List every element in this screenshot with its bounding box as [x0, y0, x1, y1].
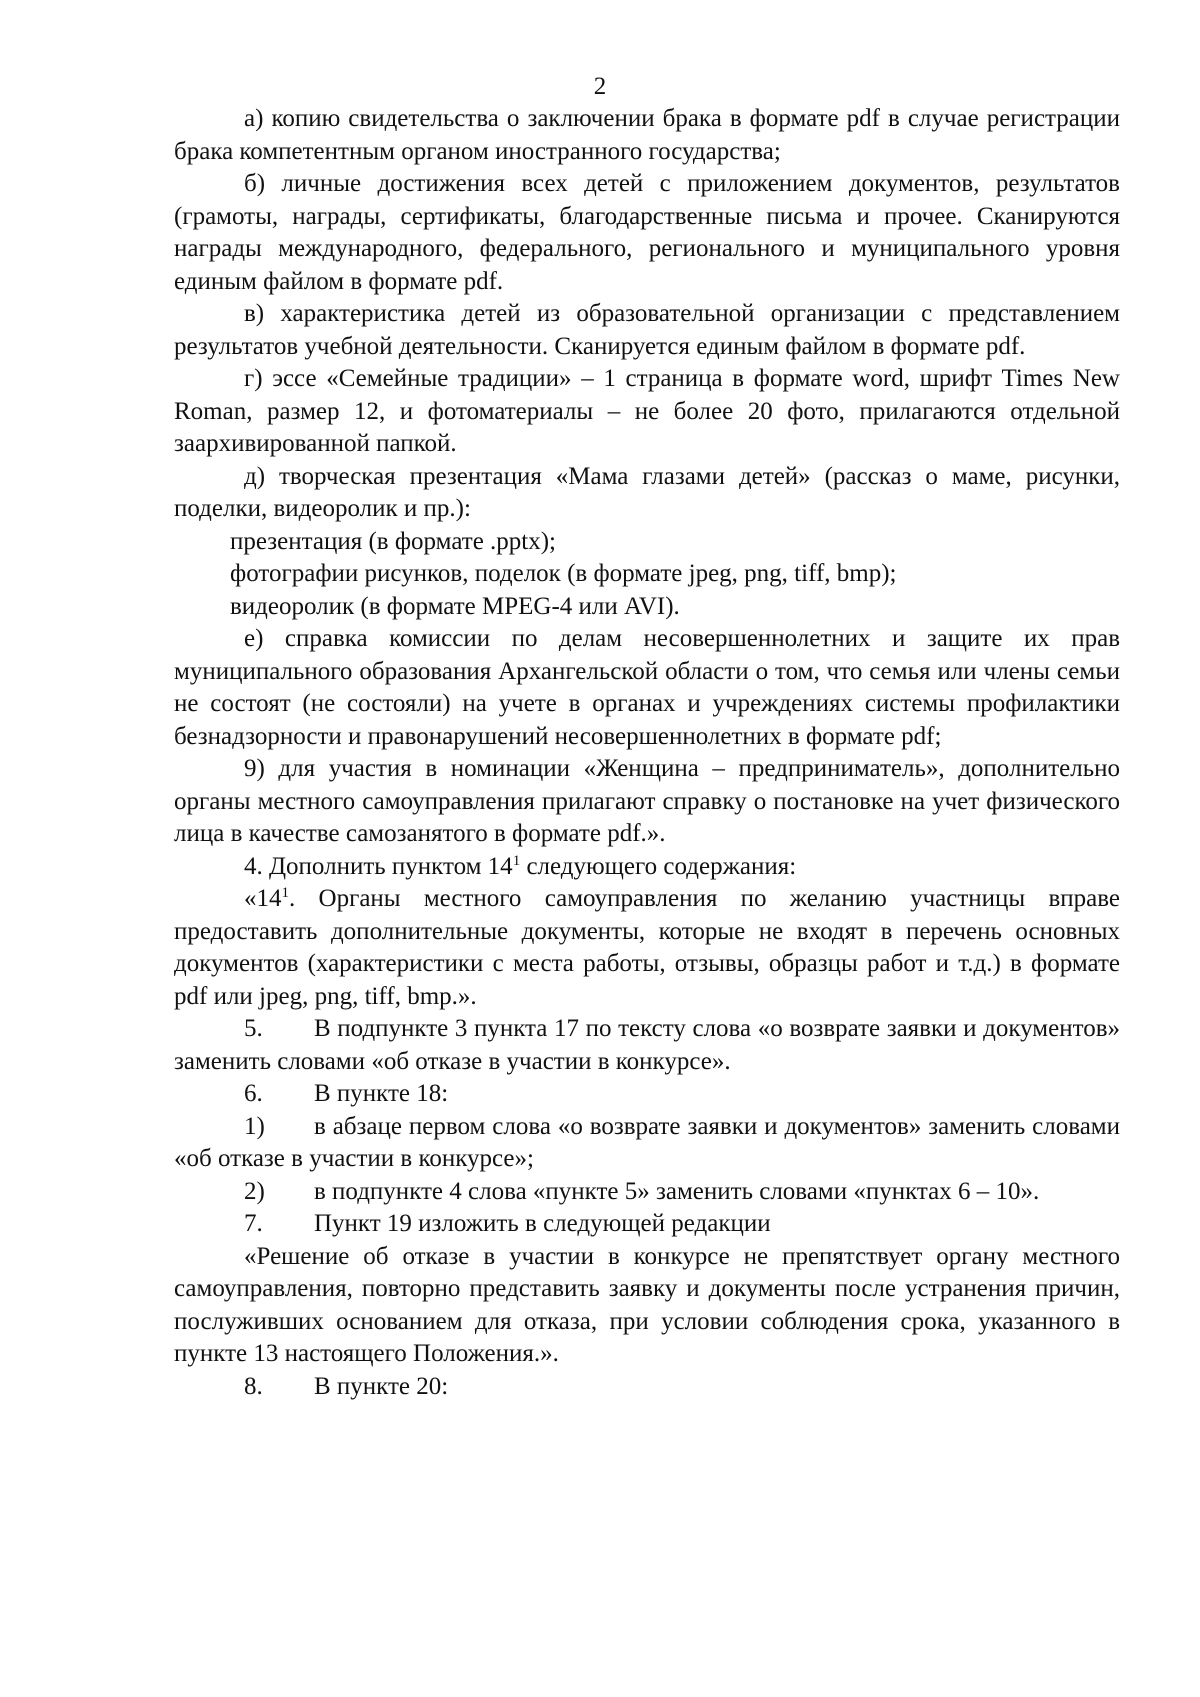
- paragraph-14-1: [174, 883, 1120, 1013]
- paragraph-subitem-2: [174, 1176, 1120, 1209]
- item-4-text-before: 4. Дополнить пунктом 14: [244, 852, 513, 880]
- paragraph-v: в) характеристика детей из образовательной организации с представлением результатов учебной деятельности. Сканируется единым файлом в формате pdf.: [174, 300, 1120, 360]
- paragraph-subitem-1: [174, 1111, 1120, 1176]
- document-body: [174, 103, 1120, 1403]
- paragraph-a: а) копию свидетельства о заключении брака в формате pdf в случае регистрации брака компетентным органом иностранного государства;: [174, 105, 1120, 165]
- item-4-superscript: 1: [512, 852, 521, 869]
- paragraph-item-8: [174, 1371, 1120, 1404]
- subitem-2-text: в подпункте 4 слова «пункте 5» заменить словами «пунктах 6 – 10».: [314, 1177, 1040, 1205]
- item-6-number: 6.: [244, 1080, 263, 1107]
- item-14-1-superscript: 1: [281, 885, 289, 901]
- paragraph-item-6: [174, 1078, 1120, 1111]
- paragraph-decision: «Решение об отказе в участии в конкурсе не препятствует органу местного самоуправления, повторно представить заявку и документы после устранения причин, послуживших основанием для отказа, при условии соблюдения срока, указанного в пункте 13 настоящего Положения.».: [174, 1242, 1120, 1367]
- paragraph-item-4: [174, 851, 1120, 884]
- paragraph-photos: фотографии рисунков, поделок (в формате jpeg, png, tiff, bmp);: [230, 560, 897, 587]
- item-6-text: В пункте 18:: [314, 1080, 449, 1107]
- paragraph-item-5: [174, 1013, 1120, 1078]
- item-8-number: 8.: [244, 1372, 263, 1400]
- paragraph-d: д) творческая презентация «Мама глазами детей» (рассказ о маме, рисунки, поделки, видеоролик и пр.):: [174, 462, 1120, 522]
- item-7-number: 7.: [244, 1210, 263, 1237]
- subitem-2-number: 2): [244, 1177, 265, 1205]
- paragraph-presentation: презентация (в формате .pptx);: [230, 527, 557, 555]
- item-5-text: В подпункте 3 пункта 17 по тексту слова «о возврате заявки и документов» заменить словами «об отказе в участии в конкурсе».: [174, 1015, 1120, 1075]
- item-14-1-text-after: . Органы местного самоуправления по желанию участницы вправе предоставить дополнительные документы, которые не входят в перечень основных документов (характеристики с места работы, отзывы, образцы работ и т.д.) в формате pdf или jpeg, png, tiff, bmp.».: [174, 885, 1120, 1010]
- paragraph-item-7: [174, 1208, 1120, 1241]
- item-5-number: 5.: [244, 1015, 263, 1042]
- subitem-1-number: 1): [244, 1112, 265, 1140]
- page-number: 2: [593, 73, 607, 100]
- item-8-text: В пункте 20:: [314, 1372, 449, 1400]
- paragraph-g: г) эссе «Семейные традиции» – 1 страница в формате word, шрифт Times New Roman, размер 12, и фотоматериалы – не более 20 фото, прилагаются отдельной заархивированной папкой.: [174, 365, 1120, 457]
- paragraph-9: 9) для участия в номинации «Женщина – предприниматель», дополнительно органы местного самоуправления прилагают справку о постановке на учет физического лица в качестве самозанятого в формате pdf.».: [174, 755, 1120, 847]
- paragraph-e: е) справка комиссии по делам несовершеннолетних и защите их прав муниципального образования Архангельской области о том, что семья или члены семьи не состоят (не состояли) на учете в органах и учреждениях системы профилактики безнадзорности и правонарушений несовершеннолетних в формате pdf;: [174, 625, 1120, 750]
- subitem-1-text: в абзаце первом слова «о возврате заявки и документов» заменить словами «об отказе в участии в конкурсе»;: [174, 1112, 1120, 1172]
- item-14-1-text-before: «14: [244, 885, 282, 912]
- paragraph-b: б) личные достижения всех детей с приложением документов, результатов (грамоты, награды, сертификаты, благодарственные письма и прочее. Сканируются награды международного, федерального, регионального и муниципального уровня единым файлом в формате pdf.: [174, 170, 1120, 295]
- item-4-text-after: следующего содержания:: [520, 852, 797, 880]
- item-7-text: Пункт 19 изложить в следующей редакции: [314, 1210, 771, 1237]
- paragraph-video: видеоролик (в формате MPEG-4 или AVI).: [230, 592, 680, 620]
